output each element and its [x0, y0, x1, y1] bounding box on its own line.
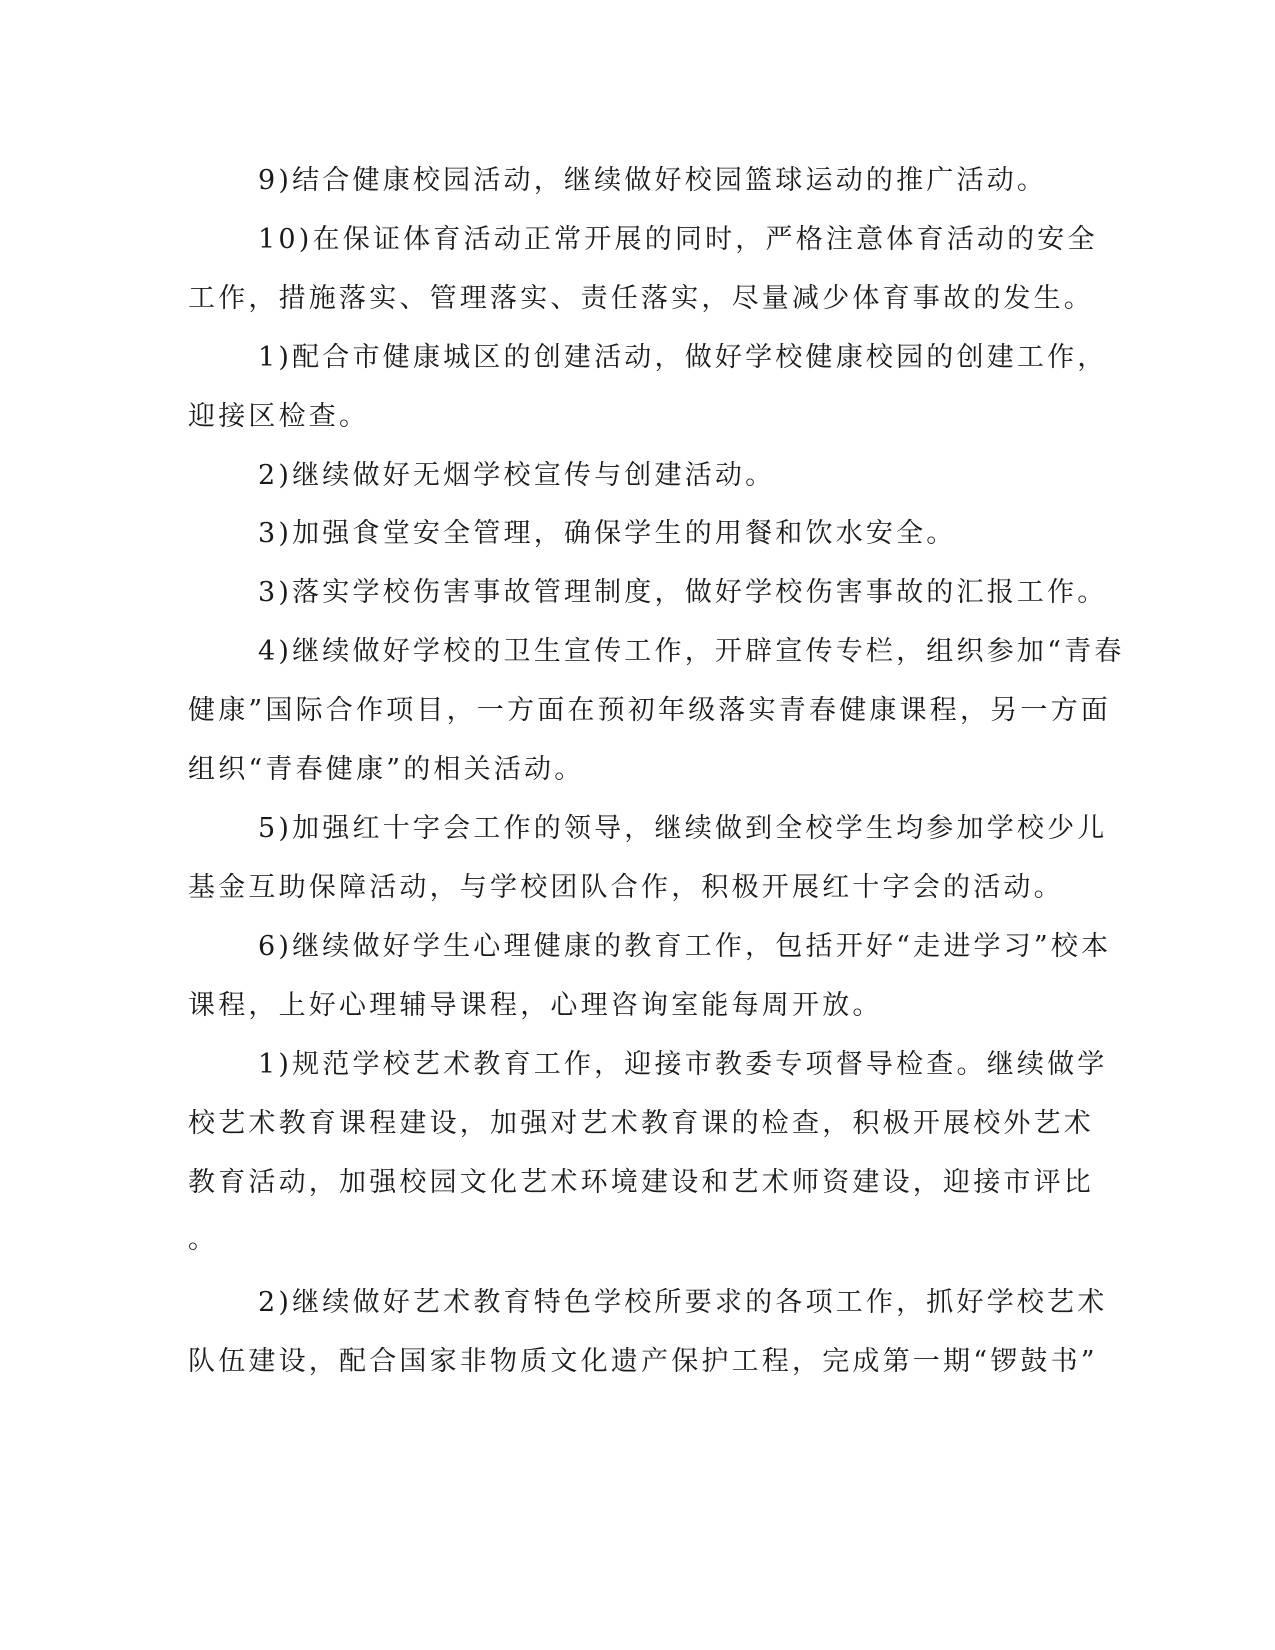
paragraph-line: 。 — [188, 1224, 219, 1255]
paragraph-line: 10)在保证体育活动正常开展的同时，严格注意体育活动的安全 — [258, 224, 1098, 255]
paragraph-line: 5)加强红十字会工作的领导，继续做到全校学生均参加学校少儿 — [258, 813, 1108, 844]
paragraph-line: 2)继续做好无烟学校宣传与创建活动。 — [258, 460, 776, 491]
paragraph-line: 3)加强食堂安全管理，确保学生的用餐和饮水安全。 — [258, 518, 957, 549]
paragraph-line: 队伍建设，配合国家非物质文化遗产保护工程，完成第一期“锣鼓书” — [188, 1346, 1098, 1377]
paragraph-line: 3)落实学校伤害事故管理制度，做好学校伤害事故的汇报工作。 — [258, 577, 1108, 608]
paragraph-line: 教育活动，加强校园文化艺术环境建设和艺术师资建设，迎接市评比 — [188, 1167, 1094, 1198]
paragraph-line: 6)继续做好学生心理健康的教育工作，包括开好“走进学习”校本 — [258, 931, 1112, 962]
paragraph-line: 9)结合健康校园活动，继续做好校园篮球运动的推广活动。 — [258, 165, 1048, 196]
paragraph-line: 校艺术教育课程建设，加强对艺术教育课的检查，积极开展校外艺术 — [188, 1108, 1094, 1139]
paragraph-line: 1)配合市健康城区的创建活动，做好学校健康校园的创建工作， — [258, 342, 1108, 373]
paragraph-line: 工作，措施落实、管理落实、责任落实，尽量减少体育事故的发生。 — [188, 283, 1094, 314]
paragraph-line: 组织“青春健康”的相关活动。 — [188, 754, 585, 785]
paragraph-line: 课程，上好心理辅导课程，心理咨询室能每周开放。 — [188, 990, 883, 1021]
paragraph-line: 1)规范学校艺术教育工作，迎接市教委专项督导检查。继续做学 — [258, 1049, 1108, 1080]
paragraph-line: 2)继续做好艺术教育特色学校所要求的各项工作，抓好学校艺术 — [258, 1287, 1108, 1318]
paragraph-line: 健康”国际合作项目，一方面在预初年级落实青春健康课程，另一方面 — [188, 695, 1112, 726]
paragraph-line: 迎接区检查。 — [188, 401, 370, 432]
paragraph-line: 基金互助保障活动，与学校团队合作，积极开展红十字会的活动。 — [188, 872, 1064, 903]
paragraph-line: 4)继续做好学校的卫生宣传工作，开辟宣传专栏，组织参加“青春 — [258, 636, 1125, 667]
